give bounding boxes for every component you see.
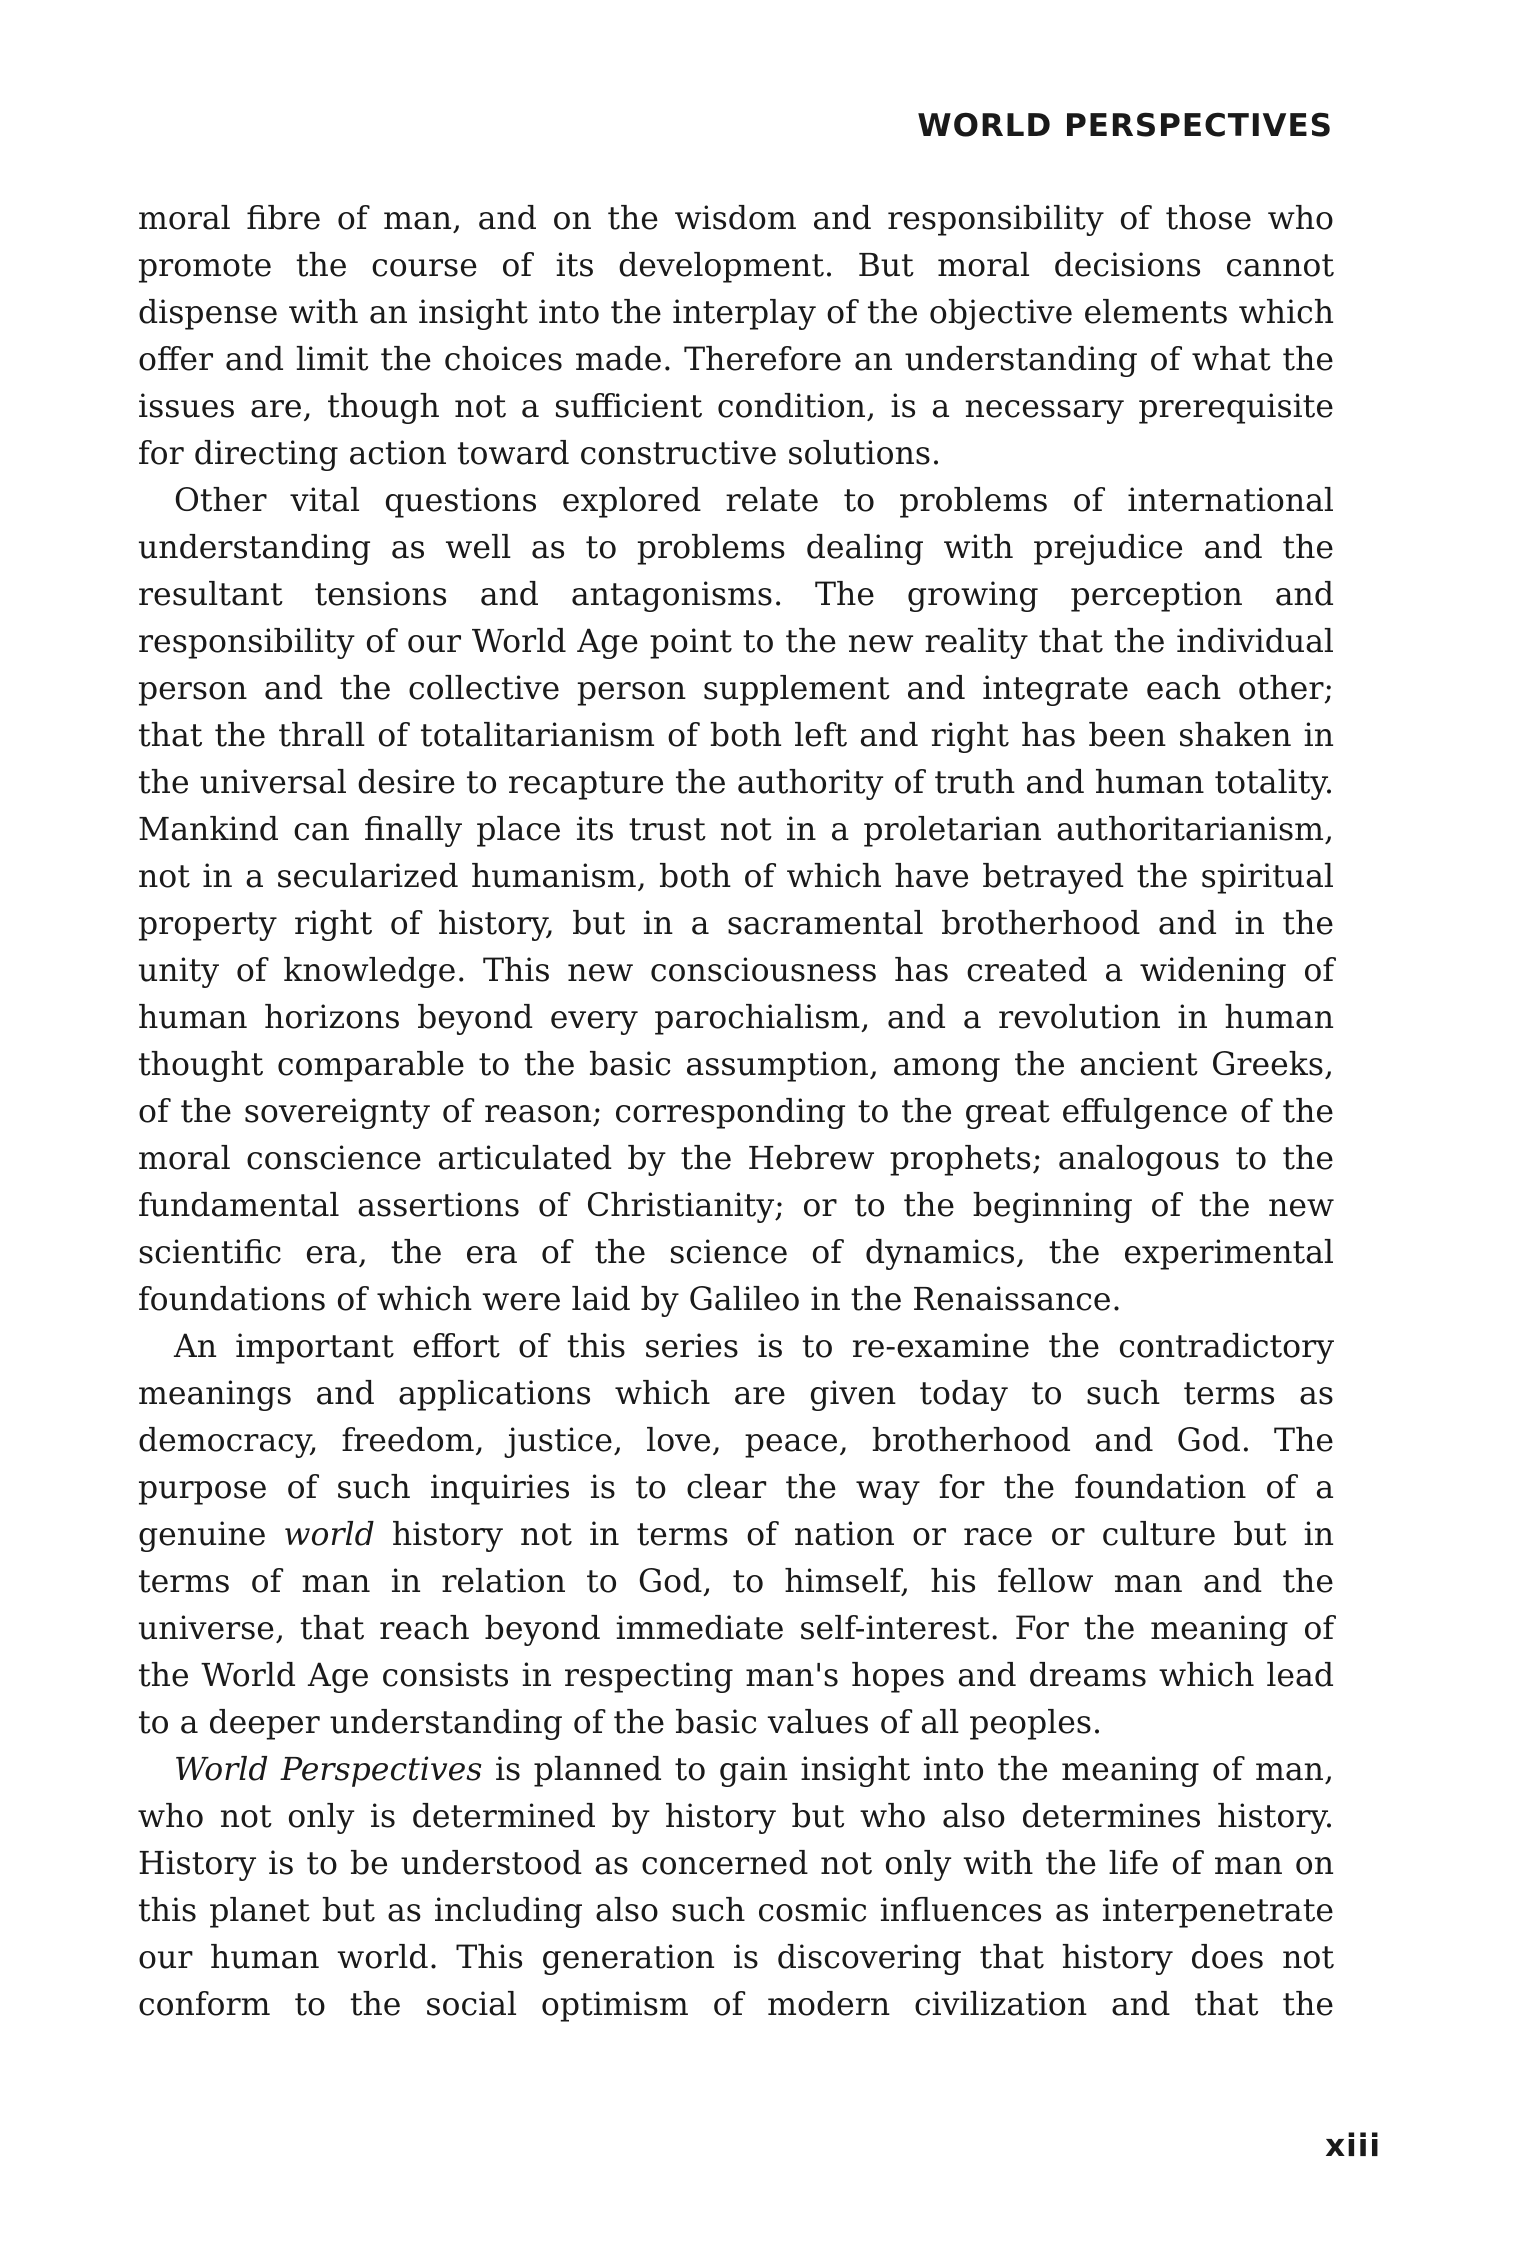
paragraph-text: history not in terms of nation or race or culture but in terms of man in relation to God, to himself, his fellow man and the universe, that reach beyond immediate self-interest. For the meaning of the World Age consists in respecting man's hopes and dreams which lead to a deeper understanding of the basic values of all peoples. [138, 1517, 1334, 1741]
series-title: World Perspectives [174, 1752, 483, 1788]
paragraph-text: is planned to gain insight into the meaning of man, who not only is determined by history but who also determines history. History is to be understood as concerned not only with the life of man on this planet but as including also such cosmic influences as interpenetrate our human world. This generation is discovering that history does not conform to the social optimism of modern civilization and that the [138, 1752, 1334, 2023]
paragraph [138, 1747, 1334, 2029]
paragraph: Other vital questions explored relate to problems of international understanding as well as to problems dealing with prejudice and the resultant tensions and antagonisms. The growing perception and responsibility of our World Age point to the new reality that the individual person and the collective person supplement and integrate each other; that the thrall of totalitarianism of both left and right has been shaken in the universal desire to recapture the authority of truth and human totality. Mankind can finally place its trust not in a proletarian authoritarianism, not in a secularized humanism, both of which have betrayed the spiritual property right of history, but in a sacramental brotherhood and in the unity of knowledge. This new consciousness has created a widening of human horizons beyond every parochialism, and a revolution in human thought comparable to the basic assumption, among the ancient Greeks, of the sovereignty of reason; corresponding to the great effulgence of the moral conscience articulated by the Hebrew prophets; analogous to the fundamental assertions of Christianity; or to the beginning of the new scientific era, the era of the science of dynamics, the experimental foundations of which were laid by Galileo in the Renaissance. [138, 483, 1334, 1318]
paragraph-text: An important effort of this series is to re-examine the contradictory meanings and applications which are given today to such terms as democracy, freedom, justice, love, peace, brotherhood and God. The purpose of such inquiries is to clear the way for the foundation of a genuine [138, 1329, 1334, 1553]
page-number: xiii [1325, 2128, 1381, 2164]
emphasis-text: world [283, 1517, 375, 1553]
body-text [138, 196, 1334, 2029]
paragraph: moral fibre of man, and on the wisdom and responsibility of those who promote the course of its development. But moral decisions cannot dispense with an insight into the interplay of the objective elements which offer and limit the choices made. Therefore an understanding of what the issues are, though not a sufficient condition, is a necessary prerequisite for directing action toward constructive solutions. [138, 201, 1334, 472]
running-head: WORLD PERSPECTIVES [917, 108, 1333, 144]
paragraph [138, 1324, 1334, 1747]
